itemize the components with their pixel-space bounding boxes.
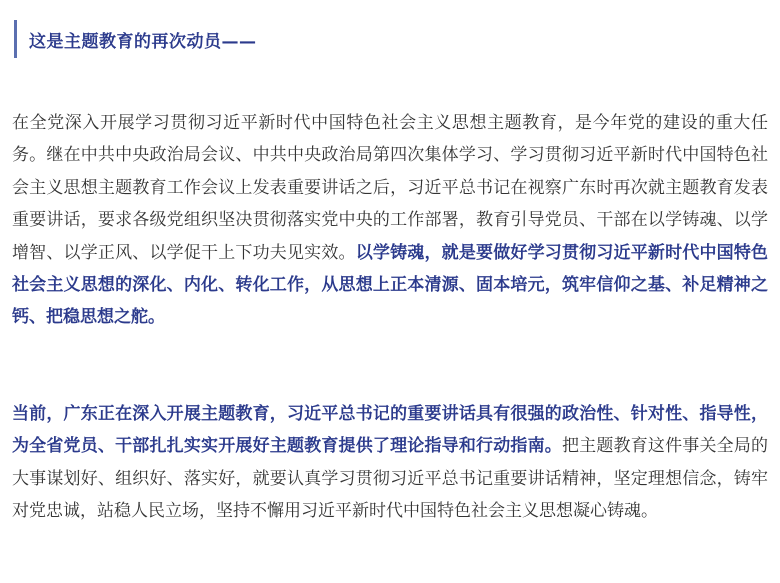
paragraph-2 [12,398,768,528]
paragraph-2-body: 把主题教育这件事关全局的大事谋划好、组织好、落实好，就要认真学习贯彻习近平总书记重要讲话精神，坚定理想信念，铸牢对党忠诚，站稳人民立场，坚持不懈用习近平新时代中国特色社会主义思想凝心铸魂。 [12,436,768,522]
section-heading [14,20,257,58]
paragraph-1-body: 在全党深入开展学习贯彻习近平新时代中国特色社会主义思想主题教育，是今年党的建设的重大任务。继在中共中央政治局会议、中共中央政治局第四次集体学习、学习贯彻习近平新时代中国特色社会主义思想主题教育工作会议上发表重要讲话之后，习近平总书记在视察广东时再次就主题教育发表重要讲话，要求各级党组织坚决贯彻落实党中央的工作部署，教育引导党员、干部在以学铸魂、以学增智、以学正风、以学促干上下功夫见实效。 [12,113,768,263]
paragraph-2-emphasis: 当前，广东正在深入开展主题教育，习近平总书记的重要讲话具有很强的政治性、针对性、指导性，为全省党员、干部扎扎实实开展好主题教育提供了理论指导和行动指南。 [12,404,768,457]
heading-title: 这是主题教育的再次动员—— [29,31,257,52]
paragraph-1 [12,107,768,334]
paragraph-1-emphasis: 以学铸魂，就是要做好学习贯彻习近平新时代中国特色社会主义思想的深化、内化、转化工作，从思想上正本清源、固本培元，筑牢信仰之基、补足精神之钙、把稳思想之舵。 [12,242,769,328]
heading-accent-bar [14,20,17,58]
